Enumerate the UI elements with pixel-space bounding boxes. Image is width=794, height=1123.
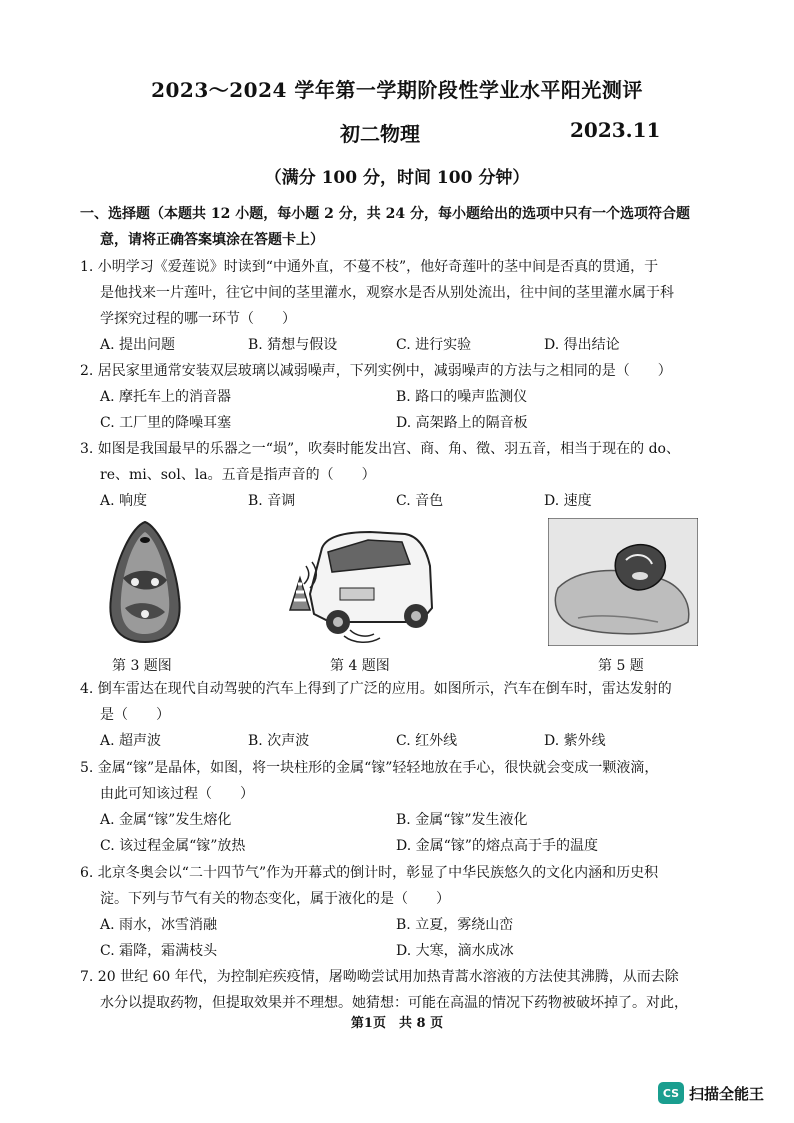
option-d[interactable]: D. 金属“镓”的熔点高于手的温度 <box>396 838 598 854</box>
page-number: 第1页 共 8 页 <box>350 1016 444 1031</box>
option-d[interactable]: D. 紫外线 <box>544 733 606 749</box>
xun-instrument-image <box>105 518 185 646</box>
option-b[interactable]: B. 次声波 <box>248 733 310 749</box>
option-d[interactable]: D. 速度 <box>544 493 592 509</box>
option-b[interactable]: B. 路口的噪声监测仪 <box>396 389 528 405</box>
options-row <box>80 410 720 436</box>
option-d[interactable]: D. 大寒，滴水成冰 <box>396 943 514 959</box>
question-4 <box>80 676 720 754</box>
option-c[interactable]: C. 音色 <box>396 493 444 509</box>
option-b[interactable]: B. 金属“镓”发生液化 <box>396 812 528 828</box>
option-a[interactable]: A. 金属“镓”发生熔化 <box>100 812 232 828</box>
options-row <box>80 728 720 754</box>
question-text-line: 1. 小明学习《爱莲说》时读到“中通外直，不蔓不枝”，他好奇莲叶的茎中间是否真的贯通，于 <box>80 259 659 275</box>
question-text-line: 水分以提取药物，但提取效果并不理想。她猜想：可能在高温的情况下药物被破坏掉了。对此， <box>100 995 688 1011</box>
option-b[interactable]: B. 音调 <box>248 493 296 509</box>
question-text-line: 7. 20 世纪 60 年代，为控制疟疾疫情，屠呦呦尝试用加热青蒿水溶液的方法使其沸腾，从而去除 <box>80 969 679 985</box>
question-5 <box>80 755 720 859</box>
option-c[interactable]: C. 工厂里的降噪耳塞 <box>100 415 232 431</box>
subject-label: 初二物理 <box>340 122 420 146</box>
question-text-line: 学探究过程的哪一环节（ ） <box>100 311 296 327</box>
exam-title: 2023～2024 学年第一学期阶段性学业水平阳光测评 <box>151 78 643 102</box>
option-a[interactable]: A. 超声波 <box>100 733 162 749</box>
options-row <box>80 938 720 964</box>
question-text-line: 3. 如图是我国最早的乐器之一“埙”，吹奏时能发出宫、商、角、徵、羽五音，相当于现在的 do、 <box>80 441 680 457</box>
question-2 <box>80 358 720 436</box>
score-time-note: （满分 100 分，时间 100 分钟） <box>264 168 530 188</box>
option-a[interactable]: A. 雨水，冰雪消融 <box>100 917 218 933</box>
figure-5-caption: 第 5 题 <box>598 658 644 674</box>
option-a[interactable]: A. 提出问题 <box>100 337 176 353</box>
section-heading-line2: 意，请将正确答案填涂在答题卡上） <box>100 232 324 248</box>
option-d[interactable]: D. 得出结论 <box>544 337 620 353</box>
camscanner-logo-icon: CS <box>658 1082 684 1104</box>
options-row <box>80 912 720 938</box>
figure-4-caption: 第 4 题图 <box>330 658 390 674</box>
option-b[interactable]: B. 立夏，雾绕山峦 <box>396 917 514 933</box>
question-text-line: 5. 金属“镓”是晶体，如图，将一块柱形的金属“镓”轻轻地放在手心，很快就会变成一颗液滴， <box>80 760 659 776</box>
scanner-watermark <box>658 1082 764 1104</box>
section-heading <box>80 201 720 253</box>
gallium-in-hand-image <box>548 518 698 646</box>
question-text-line: re、mi、sol、la。五音是指声音的（ ） <box>100 467 376 483</box>
options-row <box>80 488 720 514</box>
option-c[interactable]: C. 该过程金属“镓”放热 <box>100 838 246 854</box>
question-6 <box>80 860 720 964</box>
question-text-line: 是（ ） <box>100 707 170 723</box>
option-d[interactable]: D. 高架路上的隔音板 <box>396 415 528 431</box>
figure-3-caption: 第 3 题图 <box>112 658 172 674</box>
question-text-line: 4. 倒车雷达在现代自动驾驶的汽车上得到了广泛的应用。如图所示，汽车在倒车时，雷达发射的 <box>80 681 672 697</box>
scanner-app-name: 扫描全能王 <box>689 1084 765 1103</box>
options-row <box>80 833 720 859</box>
section-heading-line1: 一、选择题（本题共 12 小题，每小题 2 分，共 24 分，每小题给出的选项中只有一个选项符合题 <box>80 206 690 222</box>
question-text-line: 6. 北京冬奥会以“二十四节气”作为开幕式的倒计时，彰显了中华民族悠久的文化内涵和历史积 <box>80 865 659 881</box>
option-c[interactable]: C. 进行实验 <box>396 337 472 353</box>
option-a[interactable]: A. 响度 <box>100 493 148 509</box>
figures-row <box>100 518 700 673</box>
question-3 <box>80 436 720 514</box>
question-7 <box>80 964 720 1016</box>
question-text-line: 淀。下列与节气有关的物态变化，属于液化的是（ ） <box>100 891 450 907</box>
options-row <box>80 384 720 410</box>
options-row <box>80 332 720 358</box>
options-row <box>80 807 720 833</box>
option-c[interactable]: C. 霜降，霜满枝头 <box>100 943 218 959</box>
option-a[interactable]: A. 摩托车上的消音器 <box>100 389 232 405</box>
question-text-line: 是他找来一片莲叶，往它中间的茎里灌水，观察水是否从别处流出，往中间的茎里灌水属于科 <box>100 285 674 301</box>
question-text-line: 由此可知该过程（ ） <box>100 786 254 802</box>
question-1 <box>80 254 720 358</box>
option-c[interactable]: C. 红外线 <box>396 733 458 749</box>
exam-date: 2023.11 <box>570 118 661 142</box>
question-text-line: 2. 居民家里通常安装双层玻璃以减弱噪声，下列实例中，减弱噪声的方法与之相同的是（ ） <box>80 363 672 379</box>
reversing-car-image <box>270 518 440 646</box>
option-b[interactable]: B. 猜想与假设 <box>248 337 338 353</box>
